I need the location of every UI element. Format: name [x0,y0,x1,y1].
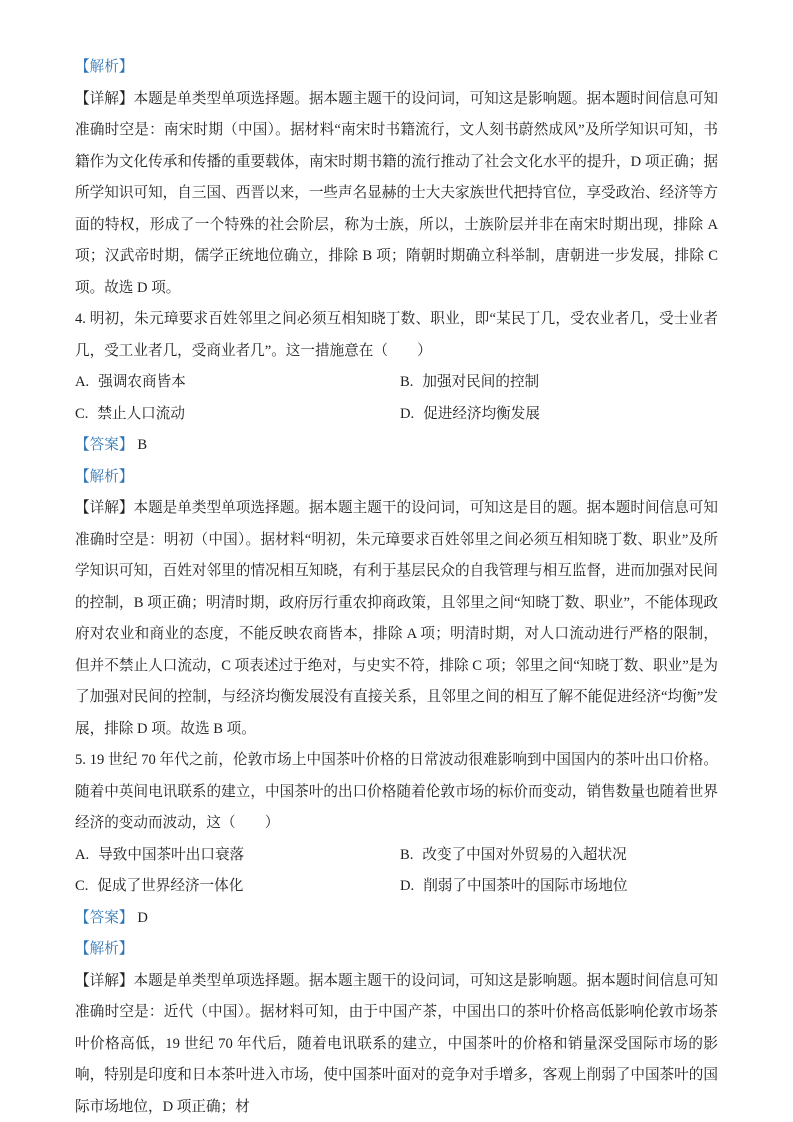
q4-option-d [400,399,718,431]
q5-option-b-label: B. [400,846,414,863]
q4-option-a-text: 强调农商皆本 [98,374,186,390]
q4-answer-label: 【答案】 [75,437,134,453]
q4-answer-value: B [137,437,148,453]
q4-option-b-label: B. [400,374,414,390]
q5-option-d-text: 削弱了中国茶叶的国际市场地位 [423,878,628,894]
q5-option-a-label: A. [75,846,90,863]
q5-option-c-text: 促成了世界经济一体化 [97,878,244,894]
q5-option-a [75,840,400,872]
q5-answer-line [75,903,718,935]
q5-answer-label: 【答案】 [75,909,134,926]
q4-detail-paragraph: 【详解】本题是单类型单项选择题。据本题主题干的设问词，可知这是目的题。据本题时间信息可知准确时空是：明初（中国）。据材料“明初，朱元璋要求百姓邻里之间必须互相知晓丁数、职业”及所学知识可知，百姓对邻里的情况相互知晓，有利于基层民众的自我管理与相互监督，进而加强对民间的控制，B 项正确；明清时期，政府厉行重农抑商政策，且邻里之间“知晓丁数、职业”，不能体现政府对农业和商业的态度，不能反映农商皆本，排除 A 项；明清时期，对人口流动进行严格的限制，但并不禁止人口流动，C 项表述过于绝对，与史实不符，排除 C 项；邻里之间“知晓丁数、职业”是为了加强对民间的控制，与经济均衡发展没有直接关系，且邻里之间的相互了解不能促进经济“均衡”发展，排除 D 项。故选 B 项。 [75,500,718,737]
q5-option-c-label: C. [75,878,89,894]
q5-detail-paragraph: 【详解】本题是单类型单项选择题。据本题主题干的设问词，可知这是影响题。据本题时间信息可知准确时空是：近代（中国）。据材料可知，由于中国产茶，中国出口的茶叶价格高低影响伦敦市场茶叶价格高低，19 世纪 70 年代后，随着电讯联系的建立，中国茶叶的价格和销量深受国际市场的影响，特别是印度和日本茶叶进入市场，使中国茶叶面对的竞争对手增多，客观上削弱了中国茶叶的国际市场地位，D 项正确；材 [75,972,718,1115]
q4-analysis-label: 【解析】 [75,468,134,485]
q5-option-b-text: 改变了中国对外贸易的入超状况 [422,846,627,863]
q4-option-b-text: 加强对民间的控制 [422,374,540,390]
q5-option-d-label: D. [400,878,415,894]
q5-stem: 5. 19 世纪 70 年代之前，伦敦市场上中国茶叶价格的日常波动很难影响到中国国内的茶叶出口价格。随着中英间电讯联系的建立，中国茶叶的出口价格随着伦敦市场的标价而变动，销售数量也随着世界经济的变动而波动，这（ ） [75,752,718,831]
q4-option-b [400,367,718,399]
q5-option-a-text: 导致中国茶叶出口衰落 [98,846,245,863]
q5-option-d [400,871,718,903]
q4-options [75,367,718,430]
q5-option-c [75,871,400,903]
q4-answer-line [75,430,718,462]
q5-option-b [400,840,718,872]
q4-option-c-text: 禁止人口流动 [97,405,185,422]
q4-stem: 4. 明初，朱元璋要求百姓邻里之间必须互相知晓丁数、职业，即“某民丁几，受农业者几，受士业者几，受工业者几，受商业者几”。这一措施意在（ ） [75,311,718,359]
q3-detail-paragraph: 【详解】本题是单类型单项选择题。据本题主题干的设问词，可知这是影响题。据本题时间信息可知准确时空是：南宋时期（中国）。据材料“南宋时书籍流行，文人刻书蔚然成风”及所学知识可知，书籍作为文化传承和传播的重要载体，南宋时期书籍的流行推动了社会文化水平的提升，D 项正确；据所学知识可知，自三国、西晋以来，一些声名显赫的士大夫家族世代把持官位，享受政治、经济等方面的特权，形成了一个特殊的社会阶层，称为士族，所以，士族阶层并非在南宋时期出现，排除 A 项；汉武帝时期，儒学正统地位确立，排除 B 项；隋朝时期确立科举制，唐朝进一步发展，排除 C 项。故选 D 项。 [75,90,718,296]
q4-option-c [75,399,400,431]
q5-answer-value: D [137,909,148,926]
q4-option-a-label: A. [75,374,90,390]
q4-option-d-label: D. [400,405,415,422]
q5-options [75,840,718,903]
q4-option-a [75,367,400,399]
q4-option-d-text: 促进经济均衡发展 [423,405,540,422]
q3-analysis-label: 【解析】 [75,59,134,75]
q4-option-c-label: C. [75,405,89,422]
q5-analysis-label: 【解析】 [75,941,134,957]
